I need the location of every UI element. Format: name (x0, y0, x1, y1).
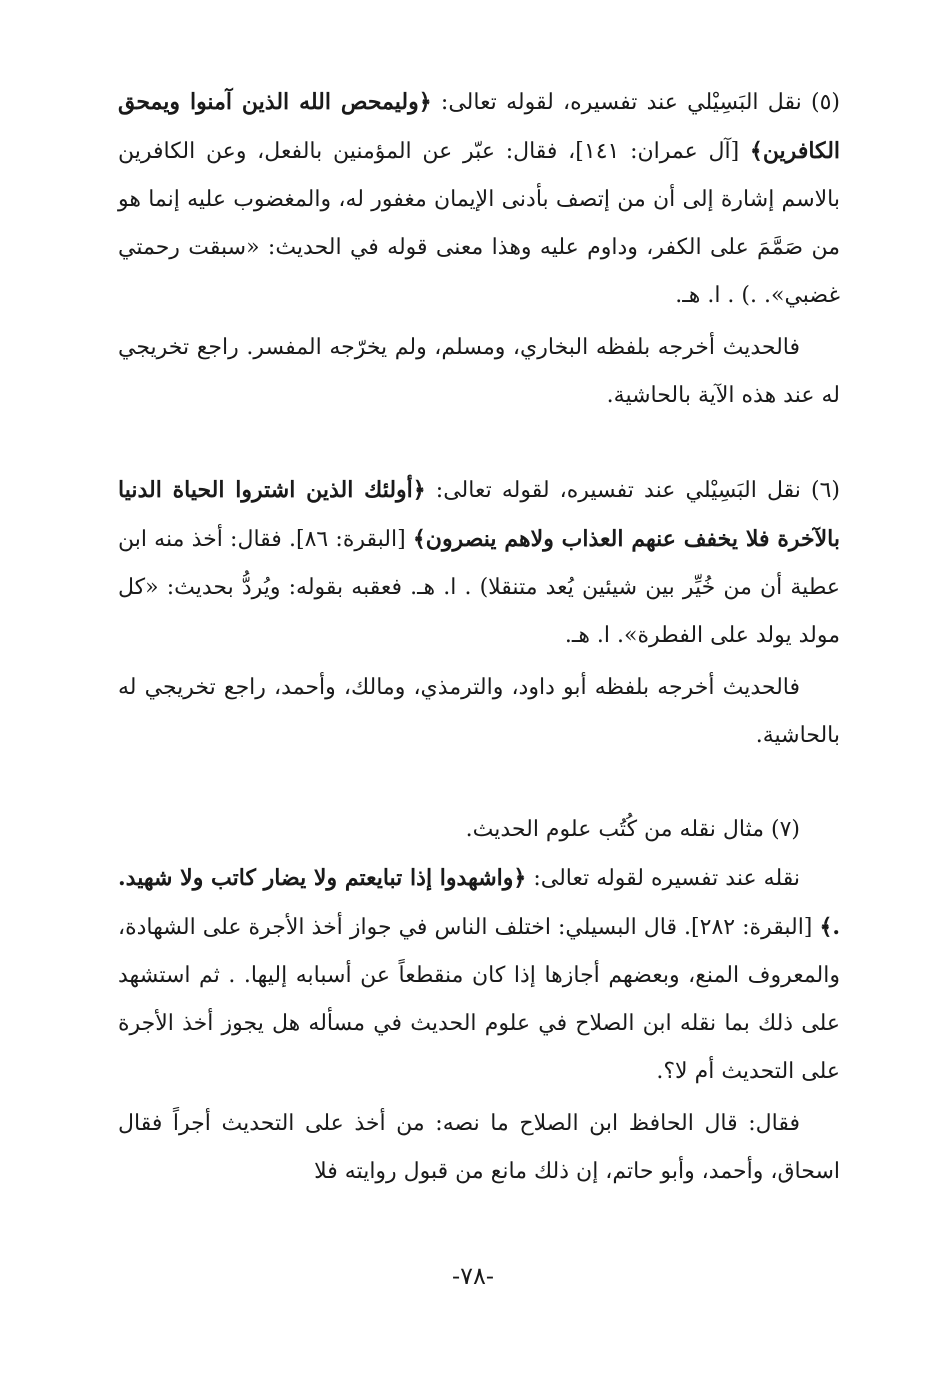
section-7-paragraph (118, 854, 840, 1096)
section-6-note: فالحديث أخرجه بلفظه أبو داود، والترمذي، ومالك، وأحمد، راجع تخريجي له بالحاشية. (118, 675, 840, 748)
section-6-intro: (٦) نقل البَسِيْلي عند تفسيره، لقوله تعالى: (425, 478, 840, 503)
section-6-paragraph (118, 466, 840, 660)
section-6-quran-quote: ﴿أولئك الذين اشتروا الحياة الدنيا بالآخرة فلا يخفف عنهم العذاب ولاهم ينصرون﴾ (118, 477, 841, 552)
page-number: -٧٨- (452, 1262, 494, 1290)
page-body (118, 78, 840, 1196)
section-5-quran-quote: ﴿وليمحص الله الذين آمنوا ويمحق الكافرين﴾ (118, 89, 841, 164)
section-6-text: [البقرة: ٨٦]. فقال: أخذ منه ابن عطية أن من خُيِّر بين شيئين يُعد متنقلا) . ا. هـ. فعقبه بقوله: ويُردُّ بحديث: «كل مولد يولد على الفطرة». ا. هـ. (118, 527, 840, 648)
section-7-heading: (٧) مثال نقله من كُتُب علوم الحديث. (465, 817, 800, 842)
section-7-note: فقال: قال الحافظ ابن الصلاح ما نصه: من أخذ على التحديث أجراً فقال اسحاق، وأحمد، وأبو حاتم، إن ذلك مانع من قبول روايته فلا (118, 1111, 840, 1184)
section-5-paragraph (118, 78, 840, 320)
section-7-text: [البقرة: ٢٨٢]. قال البسيلي: اختلف الناس في جواز أخذ الأجرة على الشهادة، والمعروف المنع، وبعضهم أجازها إذا كان منقطعاً عن أسبابه إليها. . ثم استشهد على ذلك بما نقله ابن الصلاح في علوم الحديث في مسأله هل يجوز أخذ الأجرة على التحديث أم لا؟. (118, 915, 840, 1084)
section-5-intro: (٥) نقل البَسِيْلي عند تفسيره، لقوله تعالى: (431, 90, 840, 115)
section-5-note: فالحديث أخرجه بلفظه البخاري، ومسلم، ولم يخرّجه المفسر. راجع تخريجي له عند هذه الآية بالحاشية. (118, 335, 840, 408)
section-5-text: [آل عمران: ١٤١]، فقال: عبّر عن المؤمنين بالفعل، وعن الكافرين بالاسم إشارة إلى أن من إتصف بأدنى الإيمان مغفور له، والمغضوب عليه إنما هو من صَمَّمَ على الكفر، وداوم عليه وهذا معنى قوله في الحديث: «سبقت رحمتي غضبي». .) . ا. هـ. (118, 139, 840, 308)
section-7-quran-quote: ﴿واشهدوا إذا تبايعتم ولا يضار كاتب ولا شهيد. .﴾ (118, 865, 840, 940)
section-7-intro: نقله عند تفسيره لقوله تعالى: (526, 866, 800, 891)
